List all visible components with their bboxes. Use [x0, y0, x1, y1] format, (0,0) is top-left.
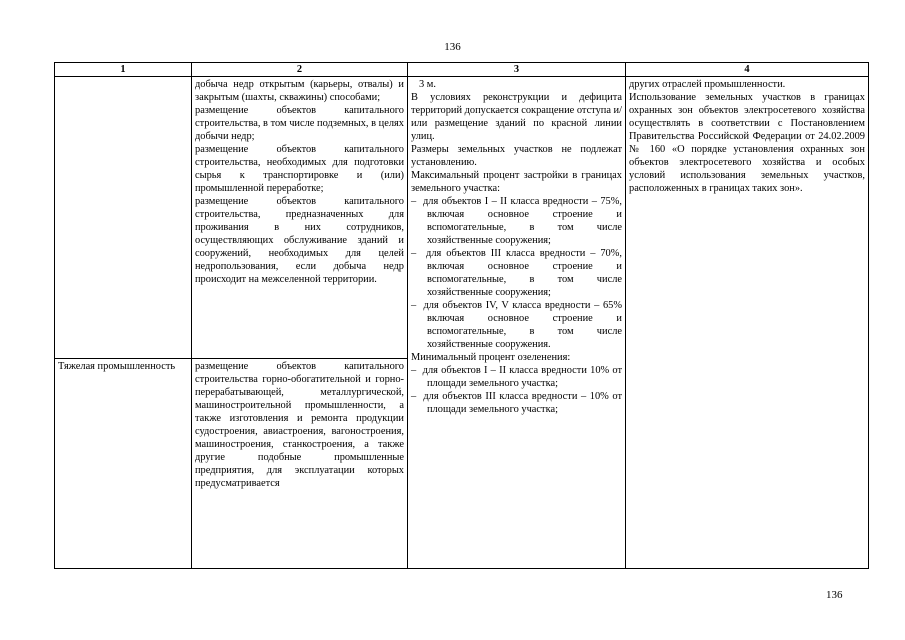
col2-paragraph: размещение объектов капитального строительства, в том числе подземных, в целях добычи недр; — [195, 105, 404, 142]
col3-list-text: для объектов I – II класса вредности 10% от площади земельного участка; — [422, 365, 622, 389]
header-col-3: 3 — [408, 63, 626, 77]
col3-cell — [408, 77, 626, 569]
col4-p1: других отраслей промышленности. — [629, 79, 786, 90]
col4-p2: Использование земельных участков в границах охранных зон объектов электросетевого хозяйства осуществлять в соответствии с Постановлением Правительства Российской Федерации от 24.02.2009 № 160 «О порядке установления охранных зон объектов электросетевого хозяйства и особых условий использования земельных участков, расположенных в границах таких зон». — [629, 92, 865, 194]
page-number-bottom: 136 — [826, 589, 843, 601]
col3-list-item: – для объектов IV, V класса вредности – 65% включая основное строение и вспомогательные, в том числе хозяйственные сооружения. — [411, 300, 622, 350]
col3-list-text: для объектов IV, V класса вредности – 65% включая основное строение и вспомогательные, в том числе хозяйственные сооружения. — [423, 300, 622, 350]
col2-paragraph: добыча недр открытым (карьеры, отвалы) и закрытым (шахты, скважины) способами; — [195, 79, 404, 103]
header-row — [55, 63, 869, 77]
col2-paragraph: размещение объектов капитального строительства, предназначенных для проживания в них сотрудников, осуществляющих обслуживание зданий и сооружений, необходимых для целей недропользования, если добыча недр происходит на межселенной территории. — [195, 196, 404, 285]
header-col-4: 4 — [626, 63, 869, 77]
col3-p5: Минимальный процент озеленения: — [411, 352, 571, 363]
col2-paragraph: размещение объектов капитального строительства, необходимых для подготовки сырья к транспортировке и (или) промышленной переработке; — [195, 144, 404, 194]
header-col-1: 1 — [55, 63, 192, 77]
col3-list-item: – для объектов I – II класса вредности 10% от площади земельного участка; — [411, 365, 622, 389]
row2-col2-cell: размещение объектов капитального строительства горно-обогатительной и горно-перерабатывающей, металлургической, машиностроительной промышленности, а также изготовления и ремонта продукции судостроения, авиастроения, вагоностроения, машиностроения, станкостроения, а также другие подобные промышленные предприятия, для эксплуатации которых предусматривается — [192, 359, 408, 569]
col3-p1: 3 м. — [419, 79, 436, 90]
header-col-2: 2 — [192, 63, 408, 77]
col3-list-text: для объектов I – II класса вредности – 75%, включая основное строение и вспомогательные, в том числе хозяйственные сооружения; — [423, 196, 622, 246]
col3-p4: Максимальный процент застройки в границах земельного участка: — [411, 170, 622, 194]
col3-p3: Размеры земельных участков не подлежат установлению. — [411, 144, 622, 168]
row2-col1-cell: Тяжелая промышленность — [55, 359, 192, 569]
col4-cell — [626, 77, 869, 569]
col3-p2: В условиях реконструкции и дефицита территорий допускается сокращение отступа и/или размещение зданий по красной линии улиц. — [411, 92, 622, 142]
row1-col2-cell — [192, 77, 408, 359]
col3-list-item: – для объектов III класса вредности – 10% от площади земельного участка; — [411, 391, 622, 415]
row1-col1-cell — [55, 77, 192, 359]
page-number-top: 136 — [444, 41, 461, 53]
regulations-table — [54, 62, 869, 569]
col3-list-item: – для объектов III класса вредности – 70%, включая основное строение и вспомогательные, в том числе хозяйственные сооружения; — [411, 248, 622, 298]
col3-list-text: для объектов III класса вредности – 70%, включая основное строение и вспомогательные, в том числе хозяйственные сооружения; — [426, 248, 622, 298]
table-row — [55, 77, 869, 359]
col3-list-text: для объектов III класса вредности – 10% от площади земельного участка; — [423, 391, 622, 415]
col3-list-item: – для объектов I – II класса вредности – 75%, включая основное строение и вспомогательные, в том числе хозяйственные сооружения; — [411, 196, 622, 246]
